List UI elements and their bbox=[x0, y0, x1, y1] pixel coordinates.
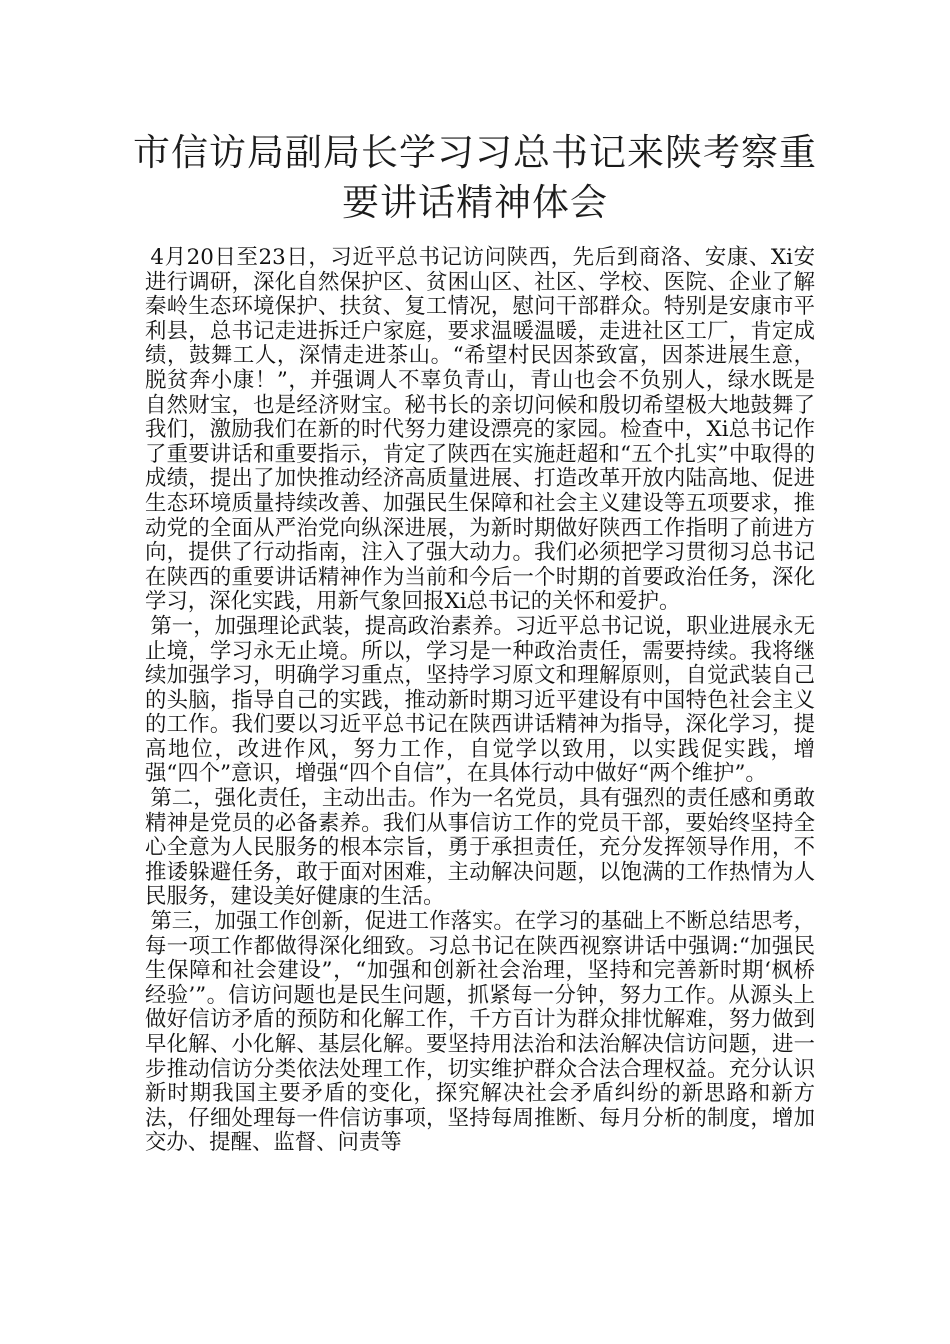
paragraph-second: 第二，强化责任，主动出击。作为一名党员，具有强烈的责任感和勇敢精神是党员的必备素养。我们从事信访工作的党员干部，要始终坚持全心全意为人民服务的根本宗旨，勇于承担责任，充分发挥领导作用，不推诿躲避任务，敢于面对困难，主动解决问题，以饱满的工作热情为人民服务，建设美好健康的生活。 bbox=[145, 786, 815, 910]
document-body bbox=[145, 246, 815, 1156]
title-line-1: 市信访局副局长学习习总书记来陕考察重 bbox=[133, 131, 817, 174]
paragraph-intro: 4月20日至23日，习近平总书记访问陕西，先后到商洛、安康、Xi安进行调研，深化自然保护区、贫困山区、社区、学校、医院、企业了解秦岭生态环境保护、扶贫、复工情况，慰问干部群众。特别是安康市平利县，总书记走进拆迁户家庭，要求温暖温暖，走进社区工厂，肯定成绩，鼓舞工人，深情走进茶山。“希望村民因茶致富，因茶进展生意，脱贫奔小康！”，并强调人不辜负青山，青山也会不负别人，绿水既是自然财宝，也是经济财宝。秘书长的亲切问候和殷切希望极大地鼓舞了我们，激励我们在新的时代努力建设漂亮的家园。检查中，Xi总书记作了重要讲话和重要指示，肯定了陕西在实施赶超和“五个扎实”中取得的成绩，提出了加快推动经济高质量进展、打造改革开放内陆高地、促进生态环境质量持续改善、加强民生保障和社会主义建设等五项要求，推动党的全面从严治党向纵深进展，为新时期做好陕西工作指明了前进方向，提供了行动指南，注入了强大动力。我们必须把学习贯彻习总书记在陕西的重要讲话精神作为当前和今后一个时期的首要政治任务，深化学习，深化实践，用新气象回报Xi总书记的关怀和爱护。 bbox=[145, 245, 815, 615]
document-title bbox=[120, 128, 830, 228]
paragraph-third: 第三，加强工作创新，促进工作落实。在学习的基础上不断总结思考，每一项工作都做得深化细致。习总书记在陕西视察讲话中强调:“加强民生保障和社会建设”，“加强和创新社会治理，坚持和完善新时期‘枫桥经验’”。信访问题也是民生问题，抓紧每一分钟，努力工作。从源头上做好信访矛盾的预防和化解工作，千方百计为群众排忧解难，努力做到早化解、小化解、基层化解。要坚持用法治和法治解决信访问题，进一步推动信访分类依法处理工作，切实维护群众合法合理权益。充分认识新时期我国主要矛盾的变化，探究解决社会矛盾纠纷的新思路和新方法，仔细处理每一件信访事项，坚持每周推断、每月分析的制度，增加交办、提醒、监督、问责等 bbox=[145, 909, 815, 1156]
paragraph-first: 第一，加强理论武装，提高政治素养。习近平总书记说，职业进展永无止境，学习永无止境。所以，学习是一种政治责任，需要持续。我将继续加强学习，明确学习重点，坚持学习原文和理解原则，自觉武装自己的头脑，指导自己的实践，推动新时期习近平建设有中国特色社会主义的工作。我们要以习近平总书记在陕西讲话精神为指导，深化学习，提高地位，改进作风，努力工作，自觉学以致用，以实践促实践，增强“四个”意识，增强“四个自信”，在具体行动中做好“两个维护”。 bbox=[145, 613, 815, 787]
title-line-2: 要讲话精神体会 bbox=[342, 181, 608, 224]
